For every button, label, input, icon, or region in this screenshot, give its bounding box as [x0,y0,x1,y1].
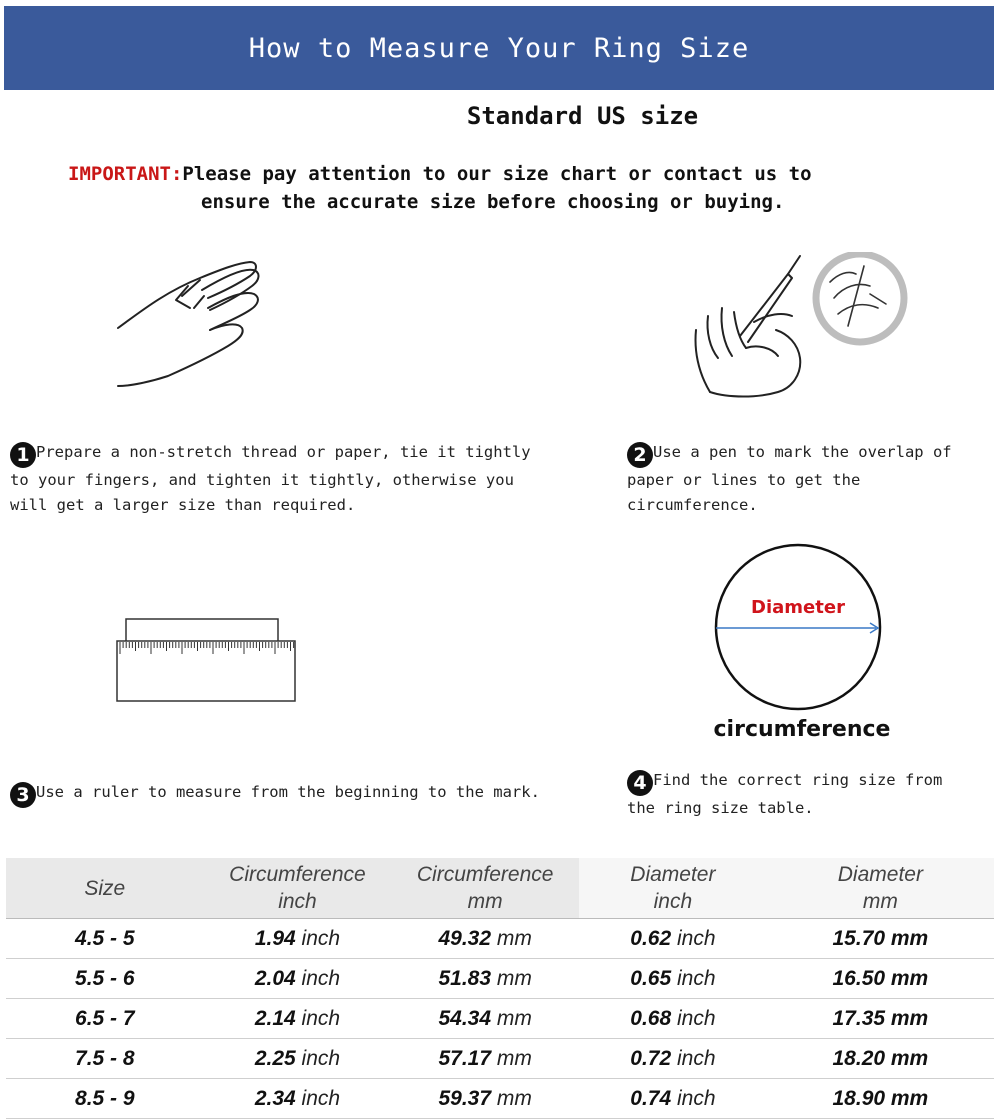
cell-size: 6.5 - 7 [6,999,204,1039]
cell-dia-inch: 0.65 inch [579,959,767,999]
step-2 [627,440,997,518]
title-banner [4,6,994,90]
cell-circ-inch: 2.25 inch [204,1039,392,1079]
cell-circ-mm: 57.17 mm [391,1039,579,1079]
cell-circ-mm: 51.83 mm [391,959,579,999]
step-4-line-1: Find the correct ring size from [653,771,943,789]
table-row [6,919,994,959]
cell-size: 8.5 - 9 [6,1079,204,1119]
notice-line-2: ensure the accurate size before choosing or buying. [201,191,785,213]
pen-marking-illustration [688,252,910,400]
hand-illustration [110,250,270,395]
table-row [6,999,994,1039]
step-3-number: 3 [10,782,36,808]
step-2-number: 2 [627,442,653,468]
step-3 [10,780,620,808]
diameter-diagram [712,543,888,713]
cell-circ-inch: 2.14 inch [204,999,392,1039]
circumference-label: circumference [713,717,891,742]
header-diameter-inch: Diameter inch [579,858,767,919]
diameter-label: Diameter [751,597,845,618]
step-4-number: 4 [627,770,653,796]
cell-dia-mm: 15.70 mm [767,919,994,959]
cell-dia-mm: 18.20 mm [767,1039,994,1079]
cell-circ-inch: 2.34 inch [204,1079,392,1119]
cell-circ-mm: 49.32 mm [391,919,579,959]
step-1-line-1: Prepare a non-stretch thread or paper, tie it tightly [36,443,531,461]
ring-size-table [6,858,994,1119]
step-4 [627,768,997,821]
cell-dia-mm: 18.90 mm [767,1079,994,1119]
table-row [6,1079,994,1119]
step-1 [10,440,610,518]
cell-size: 5.5 - 6 [6,959,204,999]
header-circumference-inch: Circumference inch [204,858,392,919]
step-3-line-1: Use a ruler to measure from the beginning to the mark. [36,783,540,801]
cell-circ-inch: 2.04 inch [204,959,392,999]
step-4-line-2: the ring size table. [627,799,814,817]
header-circumference-mm: Circumference mm [391,858,579,919]
notice-line-1: Please pay attention to our size chart or contact us to [182,163,812,185]
cell-dia-inch: 0.62 inch [579,919,767,959]
cell-dia-mm: 17.35 mm [767,999,994,1039]
important-label: IMPORTANT: [68,163,183,185]
step-2-line-3: circumference. [627,496,758,514]
table-header-row [6,858,994,919]
cell-circ-mm: 54.34 mm [391,999,579,1039]
step-2-line-1: Use a pen to mark the overlap of [653,443,952,461]
header-diameter-mm: Diameter mm [767,858,994,919]
cell-size: 7.5 - 8 [6,1039,204,1079]
page-title: How to Measure Your Ring Size [248,32,750,64]
step-1-line-2: to your fingers, and tighten it tightly, otherwise you [10,471,514,489]
ruler-illustration [116,617,298,703]
table-row [6,959,994,999]
subtitle: Standard US size [466,102,699,130]
header-size: Size [6,858,204,919]
cell-size: 4.5 - 5 [6,919,204,959]
cell-dia-inch: 0.72 inch [579,1039,767,1079]
cell-circ-inch: 1.94 inch [204,919,392,959]
table-row [6,1039,994,1079]
step-2-line-2: paper or lines to get the [627,471,861,489]
important-notice [68,160,968,216]
cell-circ-mm: 59.37 mm [391,1079,579,1119]
step-1-number: 1 [10,442,36,468]
cell-dia-inch: 0.74 inch [579,1079,767,1119]
step-1-line-3: will get a larger size than required. [10,496,356,514]
cell-dia-mm: 16.50 mm [767,959,994,999]
cell-dia-inch: 0.68 inch [579,999,767,1039]
